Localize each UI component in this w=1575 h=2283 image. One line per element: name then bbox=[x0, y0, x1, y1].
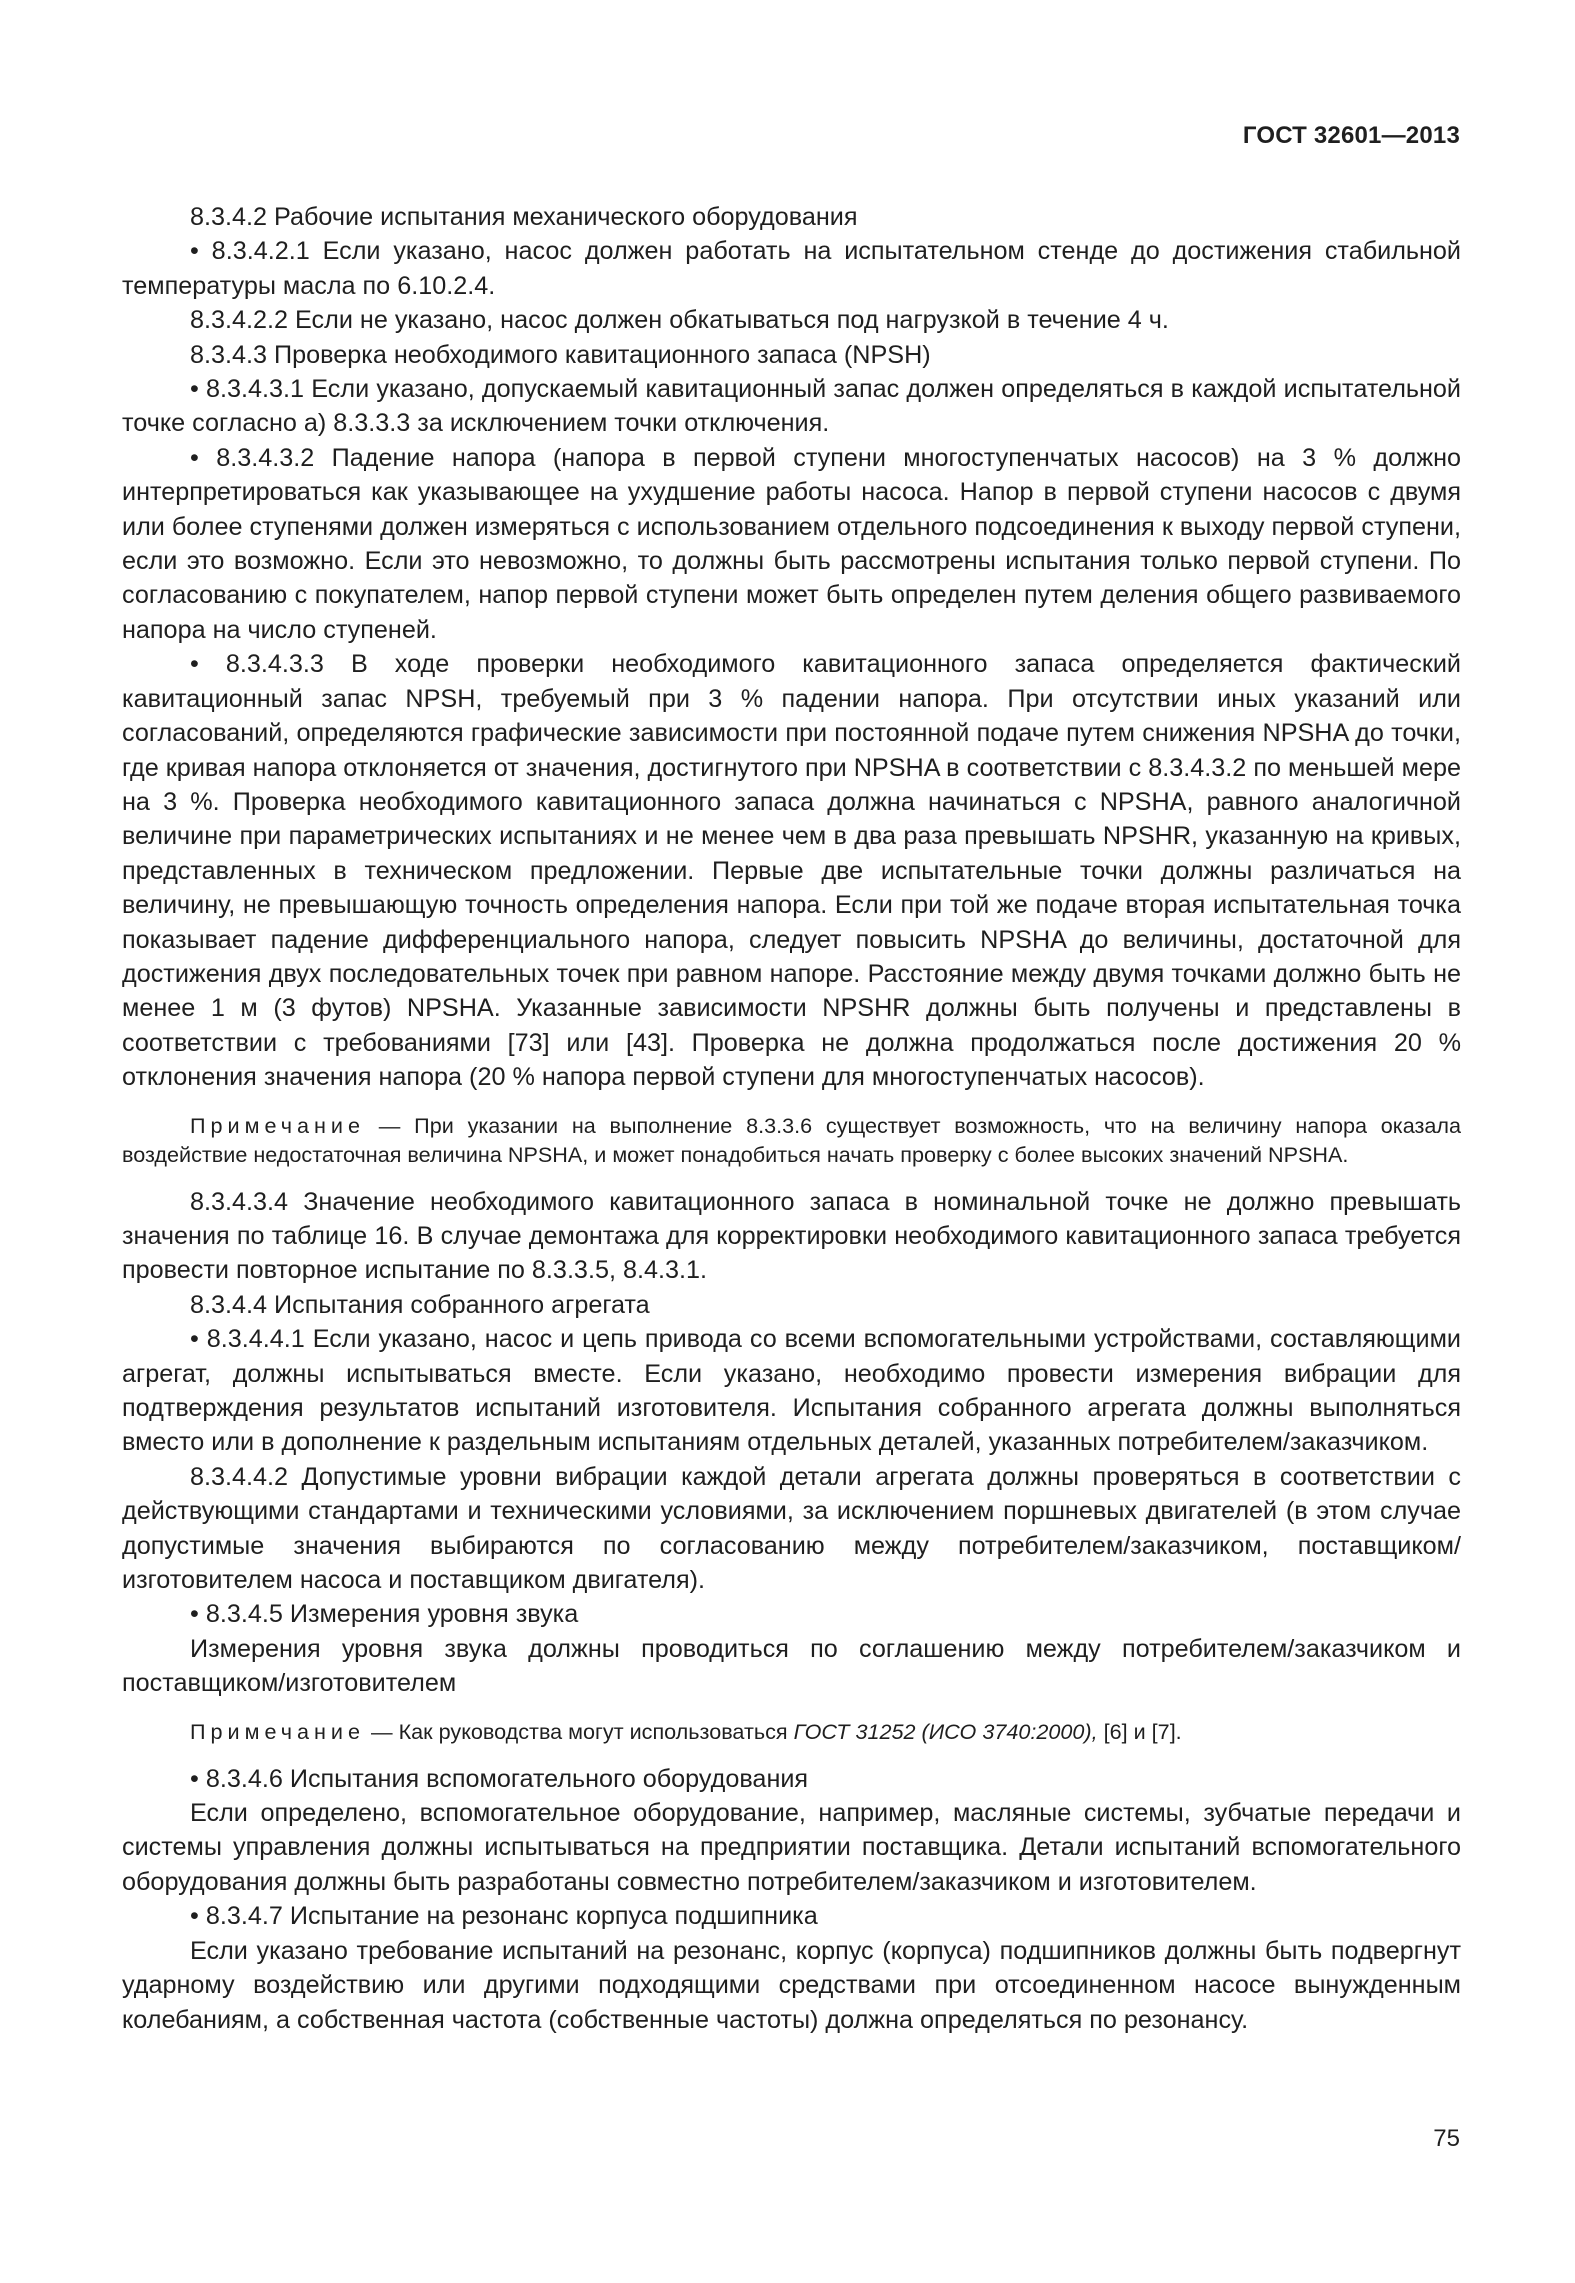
paragraph: 8.3.4.2.2 Если не указано, насос должен обкатываться под нагрузкой в течение 4 ч. bbox=[190, 306, 1169, 335]
section-heading-8-3-4-7: • 8.3.4.7 Испытание на резонанс корпуса подшипника bbox=[190, 1902, 818, 1931]
note-label: Примечание bbox=[190, 1112, 365, 1138]
standard-header: ГОСТ 32601—2013 bbox=[1242, 122, 1460, 149]
document-body bbox=[122, 200, 1461, 2037]
paragraph: Если определено, вспомогательное оборудование, например, масляные системы, зубчатые передачи и системы управления должны испытываться на предприятии поставщика. Детали испытаний вспомогательного оборудования должны быть разработаны совместно потребителем/заказчиком и изготовителем. bbox=[122, 1799, 1461, 1896]
note-text: — При указании на выполнение 8.3.3.6 существует возможность, что на величину напора оказала воздействие недостаточная величина NPSHA, и может понадобиться начать проверку с более высоких значений NPSHA. bbox=[122, 1112, 1461, 1167]
note-text-end: [6] и [7]. bbox=[1103, 1718, 1182, 1744]
section-heading-8-3-4-2: 8.3.4.2 Рабочие испытания механического оборудования bbox=[190, 203, 858, 231]
paragraph: • 8.3.4.3.3 В ходе проверки необходимого кавитационного запаса определяется фактический кавитационный запас NPSH, требуемый при 3 % падении напора. При отсутствии иных указаний или согласований, определяются графические зависимости при постоянной подаче путем снижения NPSHA до точки, где кривая напора отклоняется от значения, достигнутого при NPSHA в соответствии с 8.3.4.3.2 по меньшей мере на 3 %. Проверка необходимого кавитационного запаса должна начинаться с NPSHA, равного аналогичной величине при параметрических испытаниях и не менее чем в два раза превышать NPSHR, указанную на кривых, представленных в техническом предложении. Первые две испытательные точки должны различаться на величину, не превышающую точность определения напора. Если при той же подаче вторая испытательная точка показывает падение дифференциального напора, следует повысить NPSHA до величины, достаточной для достижения двух последовательных точек при равном напоре. Расстояние между двумя точками должно быть не менее 1 м (3 футов) NPSHA. Указанные зависимости NPSHR должны быть получены и представлены в соответствии с требованиями [73] или [43]. Проверка не должна продолжаться после достижения 20 % отклонения значения напора (20 % напора первой ступени для многоступенчатых насосов). bbox=[122, 650, 1461, 1092]
section-heading-8-3-4-6: • 8.3.4.6 Испытания вспомогательного оборудования bbox=[190, 1764, 809, 1793]
note-1 bbox=[122, 1111, 1461, 1169]
section-heading-8-3-4-5: • 8.3.4.5 Измерения уровня звука bbox=[190, 1600, 579, 1629]
section-heading-8-3-4-3: 8.3.4.3 Проверка необходимого кавитационного запаса (NPSH) bbox=[190, 340, 931, 369]
standard-reference: ГОСТ 31252 (ИСО 3740:2000), bbox=[793, 1718, 1098, 1744]
paragraph: 8.3.4.3.4 Значение необходимого кавитационного запаса в номинальной точке не должно превышать значения по таблице 16. В случае демонтажа для корректировки необходимого кавитационного запаса требуется провести повторное испытание по 8.3.3.5, 8.4.3.1. bbox=[122, 1187, 1461, 1285]
paragraph: Измерения уровня звука должны проводиться по соглашению между потребителем/заказчиком и поставщиком/изготовителем bbox=[122, 1634, 1461, 1698]
paragraph: Если указано требование испытаний на резонанс, корпус (корпуса) подшипников должны быть подвергнут ударному воздействию или другими подходящими средствами при отсоединенном насосе вынужденным колебаниям, а собственная частота (собственные частоты) должна определяться по резонансу. bbox=[122, 1936, 1461, 2034]
paragraph: 8.3.4.4.2 Допустимые уровни вибрации каждой детали агрегата должны проверяться в соответствии с действующими стандартами и техническими условиями, за исключением поршневых двигателей (в этом случае допустимые значения выбираются по согласованию между потребителем/заказчиком, поставщиком/изготовителем насоса и поставщиком двигателя). bbox=[122, 1462, 1461, 1595]
note-label: Примечание bbox=[190, 1718, 365, 1744]
paragraph: • 8.3.4.3.1 Если указано, допускаемый кавитационный запас должен определяться в каждой испытательной точке согласно а) 8.3.3.3 за исключением точки отключения. bbox=[122, 375, 1461, 438]
paragraph: • 8.3.4.4.1 Если указано, насос и цепь привода со всеми вспомогательными устройствами, составляющими агрегат, должны испытываться вместе. Если указано, необходимо провести измерения вибрации для подтверждения результатов испытаний изготовителя. Испытания собранного агрегата должны выполняться вместо или в дополнение к раздельным испытаниям отдельных деталей, указанных потребителем/заказчиком. bbox=[122, 1325, 1461, 1457]
note-text: — Как руководства могут использоваться bbox=[371, 1718, 788, 1744]
note-2 bbox=[122, 1717, 1461, 1746]
paragraph: • 8.3.4.2.1 Если указано, насос должен работать на испытательном стенде до достижения стабильной температуры масла по 6.10.2.4. bbox=[122, 237, 1461, 300]
paragraph: • 8.3.4.3.2 Падение напора (напора в первой ступени многоступенчатых насосов) на 3 % должно интерпретироваться как указывающее на ухудшение работы насоса. Напор в первой ступени насосов с двумя или более ступенями должен измеряться с использованием отдельного подсоединения к выходу первой ступени, если это возможно. Если это невозможно, то должны быть рассмотрены испытания только первой ступени. По согласованию с покупателем, напор первой ступени может быть определен путем деления общего развиваемого напора на число ступеней. bbox=[122, 443, 1461, 644]
section-heading-8-3-4-4: 8.3.4.4 Испытания собранного агрегата bbox=[190, 1290, 650, 1319]
page-number: 75 bbox=[1433, 2125, 1460, 2152]
